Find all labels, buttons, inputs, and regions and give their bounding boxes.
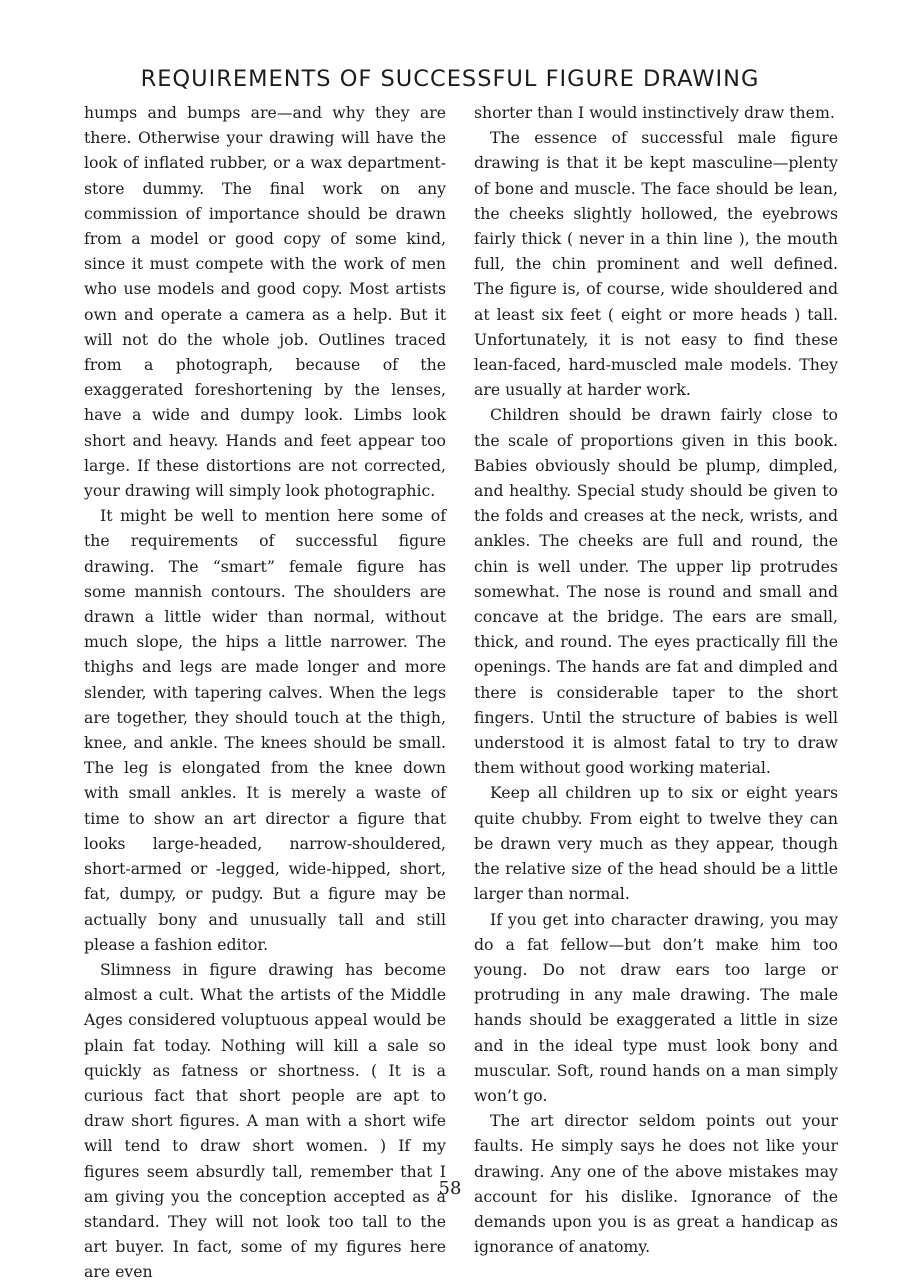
paragraph: Children should be drawn fairly close to the scale of proportions given in this book. Babies obviously should be plump, dimpled, and healthy. Special study should be given to the folds and creases at the neck, wrists, and ankles. The cheeks are full and round, the chin is well under. The upper lip protrudes somewhat. The nose is round and small and concave at the bridge. The ears are small, thick, and round. The eyes practically fill the openings. The hands are fat and dimpled and there is considerable taper to the short fingers. Until the structure of babies is well understood it is almost fatal to try to draw them without good working material. — [474, 405, 838, 778]
paragraph: shorter than I would instinctively draw them. — [474, 103, 835, 122]
page-number: 58 — [438, 1178, 462, 1199]
paragraph: Slimness in figure drawing has become almost a cult. What the artists of the Middle Ages considered voluptuous appeal would be plain fat today. Nothing will kill a sale so quickly as fatness or shortness. ( It is a curious fact that short people are apt to draw short figures. A man with a short wife will tend to draw short women. ) If my figures seem absurdly tall, remember that I am giving you the conception accepted as a standard. They will not look too tall to the art buyer. In fact, some of my figures here are even — [84, 959, 446, 1282]
paragraph: humps and bumps are—and why they are there. Otherwise your drawing will have the look of inflated rubber, or a wax department-store dummy. The final work on any commission of importance should be drawn from a model or good copy of some kind, since it must compete with the work of men who use models and good copy. Most artists own and operate a camera as a help. But it will not do the whole job. Outlines traced from a photograph, because of the exaggerated foreshortening by the lenses, have a wide and dumpy look. Limbs look short and heavy. Hands and feet appear too large. If these distortions are not corrected, your drawing will simply look photographic. — [84, 103, 446, 501]
paragraph: The art director seldom points out your faults. He simply says he does not like your drawing. Any one of the above mistakes may account for his dislike. Ignorance of the demands upon you is as great a handicap as ignorance of anatomy. — [474, 1111, 838, 1257]
right-column — [474, 100, 838, 1259]
page-title: REQUIREMENTS OF SUCCESSFUL FIGURE DRAWING — [140, 66, 760, 92]
paragraph: It might be well to mention here some of the requirements of successful figure drawing. The “smart” female figure has some mannish contours. The shoulders are drawn a little wider than normal, without much slope, the hips a little narrower. The thighs and legs are made longer and more slender, with tapering calves. When the legs are together, they should touch at the thigh, knee, and ankle. The knees should be small. The leg is elongated from the knee down with small ankles. It is merely a waste of time to show an art director a figure that looks large-headed, narrow-shouldered, short-armed or -legged, wide-hipped, short, fat, dumpy, or pudgy. But a figure may be actually bony and unusually tall and still please a fashion editor. — [84, 506, 446, 954]
paragraph: Keep all children up to six or eight years quite chubby. From eight to twelve they can be drawn very much as they appear, though the relative size of the head should be a little larger than normal. — [474, 783, 838, 904]
paragraph: If you get into character drawing, you may do a fat fellow—but don’t make him too young. Do not draw ears too large or protruding in any male drawing. The male hands should be exaggerated a little in size and in the ideal type must look bony and muscular. Soft, round hands on a man simply won’t go. — [474, 909, 838, 1105]
paragraph: The essence of successful male figure drawing is that it be kept masculine—plenty of bone and muscle. The face should be lean, the cheeks slightly hollowed, the eyebrows fairly thick ( never in a thin line ), the mouth full, the chin prominent and well defined. The figure is, of course, wide shouldered and at least six feet ( eight or more heads ) tall. Unfortunately, it is not easy to find these lean-faced, hard-muscled male models. They are usually at harder work. — [474, 128, 838, 400]
left-column — [84, 100, 446, 1285]
